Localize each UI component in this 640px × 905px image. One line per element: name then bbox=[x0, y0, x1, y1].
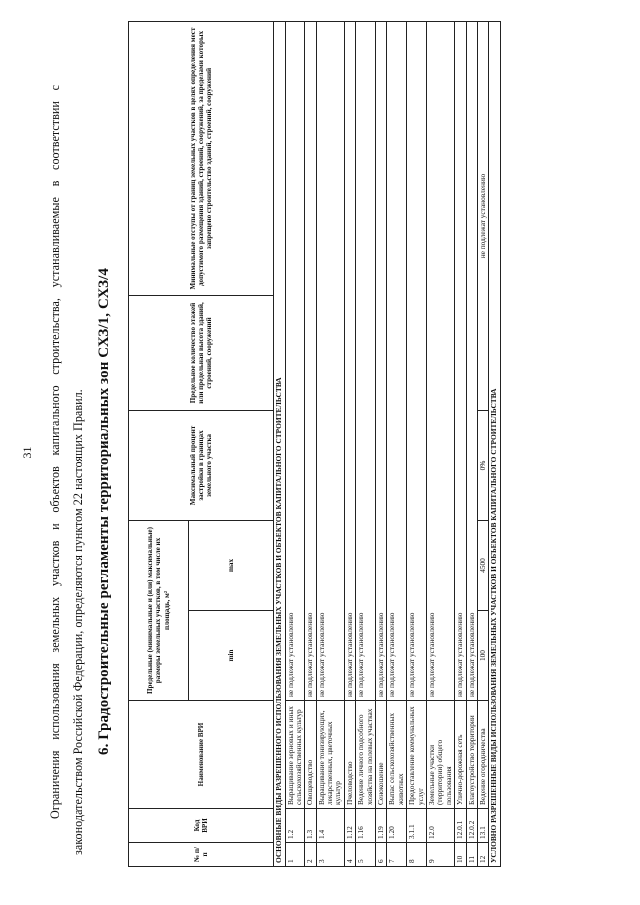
row-code: 1.3 bbox=[305, 809, 316, 843]
section-row-main bbox=[274, 22, 286, 867]
table-row bbox=[466, 22, 477, 867]
row-num: 12 bbox=[477, 843, 488, 867]
row-note: не подлежат установлению bbox=[466, 22, 477, 701]
row-name: Сенокошение bbox=[376, 701, 387, 809]
row-name: Благоустройство территории bbox=[466, 701, 477, 809]
section-main-label: ОСНОВНЫЕ ВИДЫ РАЗРЕШЕННОГО ИСПОЛЬЗОВАНИЯ ЗЕМЕЛЬНЫХ УЧАСТКОВ И ОБЪЕКТОВ КАПИТАЛЬНОГО СТРОИТЕЛЬСТВА bbox=[274, 22, 286, 867]
row-code: 1.16 bbox=[356, 809, 376, 843]
row-name: Выпас сельскохозяйственных животных bbox=[387, 701, 407, 809]
table-row bbox=[426, 22, 454, 867]
row-min: 100 bbox=[477, 611, 488, 701]
section-heading: 6. Градостроительные регламенты территориальных зон СХЗ/1, СХЗ/4 bbox=[96, 268, 112, 755]
table-row bbox=[407, 22, 427, 867]
header-name: Наименование ВРИ bbox=[129, 701, 274, 809]
row-rest: не подлежат установлению bbox=[477, 22, 488, 411]
table-row bbox=[344, 22, 355, 867]
header-size-group: Предельные (минимальные и (или) максимальные) размеры земельных участков, в том числе их площадь, м² bbox=[129, 521, 189, 701]
row-code: 12.0 bbox=[426, 809, 454, 843]
row-num: 6 bbox=[376, 843, 387, 867]
row-note: не подлежат установлению bbox=[356, 22, 376, 701]
row-code: 1.19 bbox=[376, 809, 387, 843]
intro-paragraph: Ограничения использования земельных участков и объектов капитального строительства, устанавливаемые в соответствии с законодательством Российской Федерации, определяются пунктом 22 настоящих Правил. bbox=[48, 85, 85, 855]
header-max: max bbox=[189, 521, 274, 611]
row-name: Овощеводство bbox=[305, 701, 316, 809]
row-code: 3.1.1 bbox=[407, 809, 427, 843]
header-min: min bbox=[189, 611, 274, 701]
row-num: 3 bbox=[316, 843, 344, 867]
page-number: 31 bbox=[20, 446, 34, 459]
row-note: не подлежат установлению bbox=[376, 22, 387, 701]
row-name: Выращивание тонизирующих, лекарственных, цветочных культур bbox=[316, 701, 344, 809]
row-note: не подлежат установлению bbox=[387, 22, 407, 701]
header-setbacks: Минимальные отступы от границ земельных участков в целях определения мест допустимого размещения зданий, строений, сооружений, за пределами которых запрещено строительство зданий, строений, сооружений bbox=[129, 22, 274, 296]
row-code: 13.1 bbox=[477, 809, 488, 843]
section-row-conditional bbox=[489, 22, 501, 867]
row-num: 11 bbox=[466, 843, 477, 867]
row-max: 4500 bbox=[477, 521, 488, 611]
header-floors: Предельное количество этажей или предельная высота зданий, строений, сооружений bbox=[129, 296, 274, 411]
row-name: Ведение огородничества bbox=[477, 701, 488, 809]
table-row bbox=[316, 22, 344, 867]
row-note: не подлежат установлению bbox=[407, 22, 427, 701]
row-num: 1 bbox=[285, 843, 305, 867]
row-num: 8 bbox=[407, 843, 427, 867]
header-max-percent: Максимальный процент застройки в границах земельного участка bbox=[129, 411, 274, 521]
row-num: 2 bbox=[305, 843, 316, 867]
table-row bbox=[285, 22, 305, 867]
row-note: не подлежат установлению bbox=[426, 22, 454, 701]
row-code: 12.0.1 bbox=[455, 809, 466, 843]
row-num: 7 bbox=[387, 843, 407, 867]
table-row bbox=[455, 22, 466, 867]
row-name: Пчеловодство bbox=[344, 701, 355, 809]
row-note: не подлежат установлению bbox=[344, 22, 355, 701]
header-num: № п/п bbox=[129, 843, 274, 867]
row-num: 4 bbox=[344, 843, 355, 867]
row-name: Ведение личного подсобного хозяйства на полевых участках bbox=[356, 701, 376, 809]
regulations-table-wrapper bbox=[128, 22, 501, 867]
row-num: 5 bbox=[356, 843, 376, 867]
row-code: 1.2 bbox=[285, 809, 305, 843]
table-row bbox=[376, 22, 387, 867]
row-name: Земельные участки (территории) общего пользования bbox=[426, 701, 454, 809]
row-note: не подлежат установлению bbox=[455, 22, 466, 701]
regulations-table bbox=[128, 21, 501, 867]
row-percent: 0% bbox=[477, 411, 488, 521]
table-row-12 bbox=[477, 22, 488, 867]
row-name: Предоставление коммунальных услуг bbox=[407, 701, 427, 809]
row-note: не подлежат установлению bbox=[285, 22, 305, 701]
table-header-row bbox=[129, 22, 189, 867]
header-code: Код ВРИ bbox=[129, 809, 274, 843]
row-code: 1.12 bbox=[344, 809, 355, 843]
table-row bbox=[305, 22, 316, 867]
row-code: 1.20 bbox=[387, 809, 407, 843]
table-row bbox=[356, 22, 376, 867]
row-name: Улично-дорожная сеть bbox=[455, 701, 466, 809]
row-code: 12.0.2 bbox=[466, 809, 477, 843]
row-name: Выращивание зерновых и иных сельскохозяйственных культур bbox=[285, 701, 305, 809]
row-num: 10 bbox=[455, 843, 466, 867]
row-num: 9 bbox=[426, 843, 454, 867]
table-row bbox=[387, 22, 407, 867]
section-conditional-label: УСЛОВНО РАЗРЕШЕННЫЕ ВИДЫ ИСПОЛЬЗОВАНИЯ ЗЕМЕЛЬНЫХ УЧАСТКОВ И ОБЪЕКТОВ КАПИТАЛЬНОГО СТРОИТЕЛЬСТВА bbox=[489, 22, 501, 867]
row-note: не подлежат установлению bbox=[316, 22, 344, 701]
row-note: не подлежат установлению bbox=[305, 22, 316, 701]
row-code: 1.4 bbox=[316, 809, 344, 843]
